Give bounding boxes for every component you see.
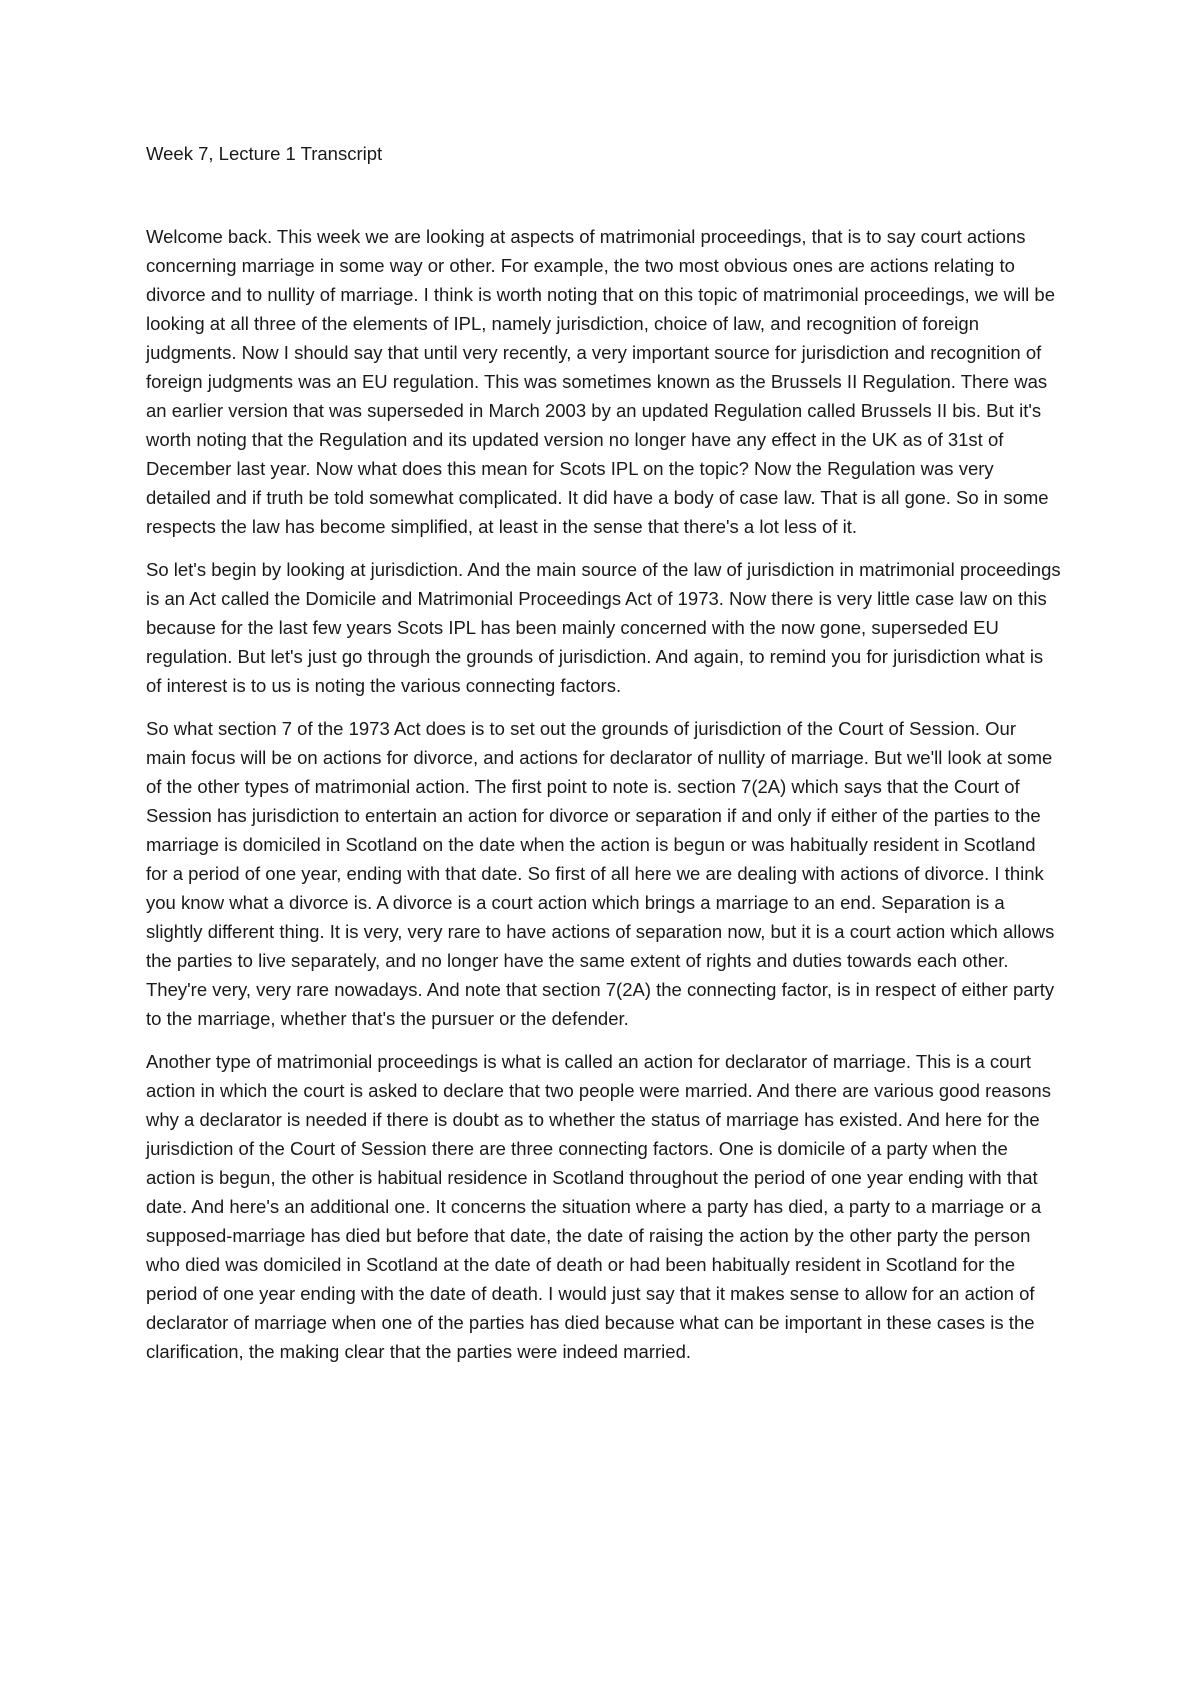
- paragraph-section-7: So what section 7 of the 1973 Act does is to set out the grounds of jurisdiction of the Court of Session. Our main focus will be on actions for divorce, and actions for declarator of nullity of marriage. But we'll look at some of the other types of matrimonial action. The first point to note is. section 7(2A) which says that the Court of Session has jurisdiction to entertain an action for divorce or separation if and only if either of the parties to the marriage is domiciled in Scotland on the date when the action is begun or was habitually resident in Scotland for a period of one year, ending with that date. So first of all here we are dealing with actions of divorce. I think you know what a divorce is. A divorce is a court action which brings a marriage to an end. Separation is a slightly different thing. It is very, very rare to have actions of separation now, but it is a court action which allows the parties to live separately, and no longer have the same extent of rights and duties towards each other. They're very, very rare nowadays. And note that section 7(2A) the connecting factor, is in respect of either party to the marriage, whether that's the pursuer or the defender.: [146, 718, 1055, 1029]
- paragraph-intro: Welcome back. This week we are looking at aspects of matrimonial proceedings, that is to say court actions concerning marriage in some way or other. For example, the two most obvious ones are actions relating to divorce and to nullity of marriage. I think is worth noting that on this topic of matrimonial proceedings, we will be looking at all three of the elements of IPL, namely jurisdiction, choice of law, and recognition of foreign judgments. Now I should say that until very recently, a very important source for jurisdiction and recognition of foreign judgments was an EU regulation. This was sometimes known as the Brussels II Regulation. There was an earlier version that was superseded in March 2003 by an updated Regulation called Brussels II bis. But it's worth noting that the Regulation and its updated version no longer have any effect in the UK as of 31st of December last year. Now what does this mean for Scots IPL on the topic? Now the Regulation was very detailed and if truth be told somewhat complicated. It did have a body of case law. That is all gone. So in some respects the law has become simplified, at least in the sense that there's a lot less of it.: [146, 226, 1056, 537]
- paragraph-jurisdiction: So let's begin by looking at jurisdiction. And the main source of the law of jurisdiction in matrimonial proceedings is an Act called the Domicile and Matrimonial Proceedings Act of 1973. Now there is very little case law on this because for the last few years Scots IPL has been mainly concerned with the now gone, superseded EU regulation. But let's just go through the grounds of jurisdiction. And again, to remind you for jurisdiction what is of interest is to us is noting the various connecting factors.: [146, 559, 1061, 696]
- paragraph-declarator: Another type of matrimonial proceedings is what is called an action for declarator of marriage. This is a court action in which the court is asked to declare that two people were married. And there are various good reasons why a declarator is needed if there is doubt as to whether the status of marriage has existed. And here for the jurisdiction of the Court of Session there are three connecting factors. One is domicile of a party when the action is begun, the other is habitual residence in Scotland throughout the period of one year ending with that date. And here's an additional one. It concerns the situation where a party has died, a party to a marriage or a supposed-marriage has died but before that date, the date of raising the action by the other party the person who died was domiciled in Scotland at the date of death or had been habitually resident in Scotland for the period of one year ending with the date of death. I would just say that it makes sense to allow for an action of declarator of marriage when one of the parties has died because what can be important in these cases is the clarification, the making clear that the parties were indeed married.: [146, 1051, 1051, 1362]
- document-page: [146, 140, 1061, 1380]
- document-title: Week 7, Lecture 1 Transcript: [146, 143, 383, 164]
